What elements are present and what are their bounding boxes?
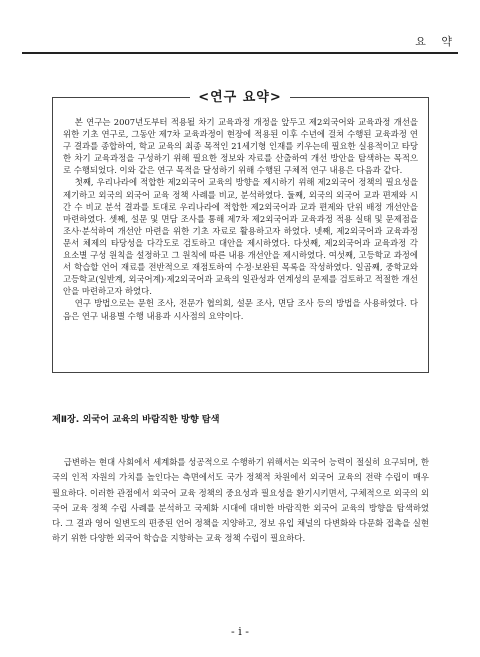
summary-paragraph: 연구 방법으로는 문헌 조사, 전문가 협의회, 설문 조사, 면담 조사 등의 방법을 사용하였다. 다음은 연구 내용별 수행 내용과 시사점의 요약이다. <box>63 298 418 321</box>
summary-box <box>52 97 429 373</box>
summary-paragraph: 본 연구는 2007년도부터 적용될 차기 교육과정 개정을 앞두고 제2외국어와 교육과정 개선을 위한 기초 연구로, 그동안 제7차 교육과정이 현장에 적용된 이후 수년에 걸쳐 수행된 교육과정 연구 결과를 종합하여, 학교 교육의 최종 목적인 21세기형 인재를 키우는데 필요한 실용적이고 타당한 차기 교육과정을 구성하기 위해 필요한 정보와 자료를 산출하여 개선 방안을 탐색하는 목적으로 수행되었다. 이와 같은 연구 목적을 달성하기 위해 수행된 구체적 연구 내용은 다음과 같다. <box>63 117 418 176</box>
section-body <box>52 455 429 547</box>
running-header <box>22 30 458 54</box>
section-paragraph: 급변하는 현대 사회에서 세계화를 성공적으로 수행하기 위해서는 외국어 능력이 절실히 요구되며, 한국의 인적 자원의 가치를 높인다는 측면에서도 국가 정책적 차원에서 외국어 교육의 전략 수립이 매우 필요하다. 이러한 관점에서 외국어 교육 정책의 중요성과 필요성을 환기시키면서, 구체적으로 외국의 외국어 교육 정책 수립 사례를 분석하고 국제화 시대에 대비한 바람직한 외국어 교육의 방향을 탐색하였다. 그 결과 영어 일변도의 편중된 언어 정책을 지양하고, 정보 유입 채널의 다변화와 다문화 접촉을 실현하기 위한 다양한 외국어 학습을 지향하는 교육 정책 수립이 필요하다. <box>52 457 429 544</box>
summary-body <box>63 116 418 322</box>
page-number: - i - <box>231 625 249 638</box>
summary-paragraph: 첫째, 우리나라에 적합한 제2외국어 교육의 방향을 제시하기 위해 제2외국어 정책의 필요성을 제기하고 외국의 외국어 교육 정책 사례를 비교, 분석하였다. 둘째, 외국의 외국어 교과 편제와 시간 수 비교 분석 결과를 토대로 우리나라에 적합한 제2외국어과 교과 편제와 단위 배정 개선안을 마련하였다. 셋째, 설문 및 면담 조사를 통해 제7차 제2외국어과 교육과정 적용 실태 및 문제점을 조사·분석하여 개선안 마련을 위한 기초 자료로 활용하고자 하였다. 넷째, 제2외국어과 교육과정 문서 체제의 타당성을 다각도로 검토하고 대안을 제시하였다. 다섯째, 제2외국어과 교육과정 각 요소별 구성 원칙을 설정하고 그 원칙에 따른 내용 개선안을 제시하였다. 여섯째, 고등학교 과정에서 학습할 언어 재료를 전반적으로 재점토하여 수정·보완된 목록을 작성하였다. 일곱째, 중학교와 고등학교(일반계, 외국어계)·제2외국어과 교육의 일관성과 연계성의 문제를 검토하고 적절한 개선안을 마련하고자 하였다. <box>63 177 418 297</box>
summary-heading-wrap <box>0 86 480 105</box>
summary-heading: <연구 요약> <box>190 86 290 105</box>
section-heading: 제Ⅱ장. 외국어 교육의 바람직한 방향 탐색 <box>52 414 220 425</box>
running-title: 요 약 <box>415 35 458 48</box>
